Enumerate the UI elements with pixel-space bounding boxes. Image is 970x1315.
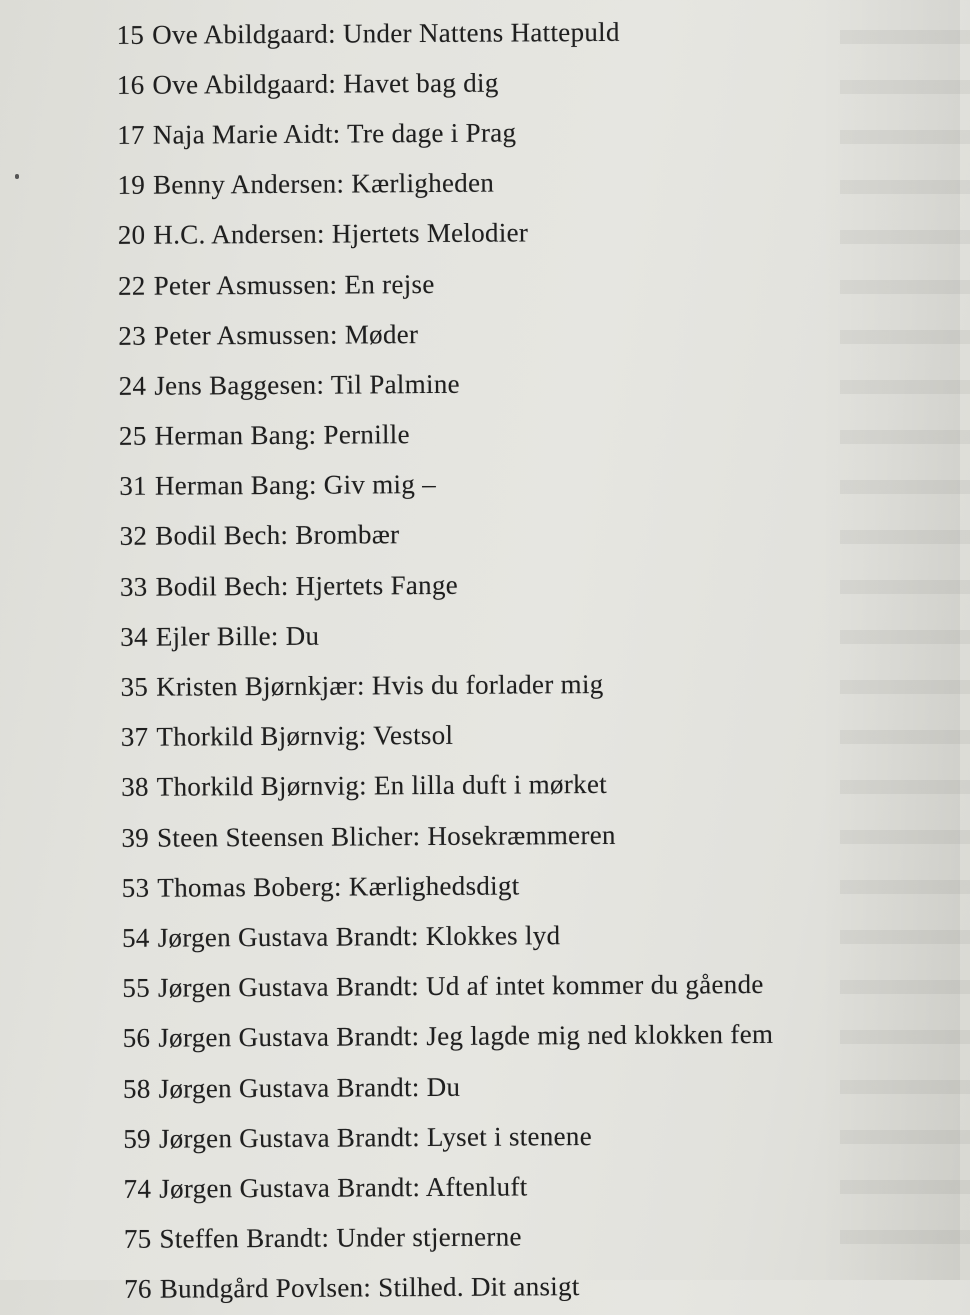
toc-entry <box>103 557 943 612</box>
page-number: 37 <box>120 721 149 753</box>
page-number: 33 <box>119 571 148 602</box>
entry-title: Herman Bang: Giv mig – <box>154 469 437 501</box>
page-number: 20 <box>117 220 146 251</box>
toc-entry <box>106 908 946 963</box>
entry-title: Bodil Bech: Hjertets Fange <box>155 569 459 602</box>
toc-entry <box>105 858 945 913</box>
toc-entry <box>106 1009 946 1064</box>
toc-entry <box>100 55 940 110</box>
page-number: 59 <box>123 1123 151 1154</box>
page-number: 53 <box>121 872 150 903</box>
toc-entry <box>105 808 945 863</box>
page-number: 24 <box>118 370 147 401</box>
entry-title: Herman Bang: Pernille <box>154 419 410 451</box>
toc-entry <box>100 5 940 60</box>
entry-title: Thorkild Bjørnvig: En lilla duft i mørket <box>156 769 608 803</box>
entry-title: Jørgen Gustava Brandt: Jeg lagde mig ned klokken fem <box>158 1019 774 1054</box>
entry-title: Steffen Brandt: Under stjernerne <box>159 1221 522 1254</box>
toc-entry <box>102 256 942 311</box>
page-number: 32 <box>119 521 148 552</box>
page-number: 34 <box>120 621 148 652</box>
page-number: 35 <box>120 671 149 702</box>
entry-title: Peter Asmussen: En rejse <box>153 268 435 301</box>
entry-title: H.C. Andersen: Hjertets Melodier <box>153 217 529 251</box>
entry-title: Bundgård Povlsen: Stilhed. Dit ansigt <box>159 1271 580 1304</box>
entry-title: Thorkild Bjørnvig: Vestsol <box>156 720 454 752</box>
toc-entry <box>103 457 943 512</box>
page-number: 55 <box>122 972 151 1004</box>
toc-entry <box>106 1059 946 1114</box>
toc-entry <box>101 206 941 261</box>
page-number: 22 <box>117 270 146 301</box>
entry-title: Jens Baggesen: Til Palmine <box>154 368 460 401</box>
entry-title: Naja Marie Aidt: Tre dage i Prag <box>152 117 517 150</box>
toc-entry <box>102 406 942 461</box>
ink-speck <box>15 174 19 179</box>
page-number: 74 <box>123 1173 152 1204</box>
toc-entry <box>104 657 944 712</box>
page-number: 58 <box>122 1073 151 1104</box>
entry-title: Jørgen Gustava Brandt: Du <box>158 1071 461 1104</box>
page-number: 31 <box>119 471 148 502</box>
page-number: 39 <box>121 822 150 853</box>
entry-title: Jørgen Gustava Brandt: Aftenluft <box>159 1171 528 1204</box>
page-number: 75 <box>123 1223 152 1254</box>
page-number: 19 <box>117 169 146 201</box>
toc-entry <box>108 1260 948 1315</box>
entry-title: Jørgen Gustava Brandt: Ud af intet kommer du gående <box>157 969 764 1003</box>
entry-title: Steen Steensen Blicher: Hosekræmmeren <box>156 819 616 853</box>
page-number: 56 <box>122 1023 151 1054</box>
table-of-contents <box>100 5 948 1315</box>
toc-entry <box>102 306 942 361</box>
page-number: 25 <box>118 420 147 451</box>
entry-title: Ove Abildgaard: Under Nattens Hattepuld <box>152 16 620 50</box>
page-number: 17 <box>117 119 145 150</box>
toc-entry <box>106 958 946 1013</box>
toc-entry <box>105 758 945 813</box>
entry-title: Ove Abildgaard: Havet bag dig <box>152 67 499 100</box>
toc-entry <box>101 105 941 160</box>
page-number: 15 <box>116 19 145 50</box>
toc-entry <box>107 1159 947 1214</box>
entry-title: Kristen Bjørnkjær: Hvis du forlader mig <box>156 668 604 702</box>
page-number: 16 <box>116 69 145 100</box>
page-number: 76 <box>124 1273 152 1305</box>
toc-entry <box>102 356 942 411</box>
toc-entry <box>104 607 944 662</box>
entry-title: Bodil Bech: Brombær <box>155 519 400 552</box>
toc-entry <box>101 155 941 210</box>
page-number: 23 <box>118 320 147 351</box>
entry-title: Benny Andersen: Kærligheden <box>152 167 495 200</box>
page-number: 38 <box>121 772 149 803</box>
page-number: 54 <box>121 922 150 953</box>
entry-title: Peter Asmussen: Møder <box>153 318 419 351</box>
toc-entry <box>104 707 944 762</box>
toc-entry <box>107 1209 947 1264</box>
entry-title: Jørgen Gustava Brandt: Lyset i stenene <box>158 1120 593 1154</box>
toc-entry <box>103 507 943 562</box>
entry-title: Jørgen Gustava Brandt: Klokkes lyd <box>157 920 561 953</box>
entry-title: Thomas Boberg: Kærlighedsdigt <box>157 870 520 903</box>
entry-title: Ejler Bille: Du <box>155 620 320 652</box>
toc-entry <box>107 1109 947 1164</box>
